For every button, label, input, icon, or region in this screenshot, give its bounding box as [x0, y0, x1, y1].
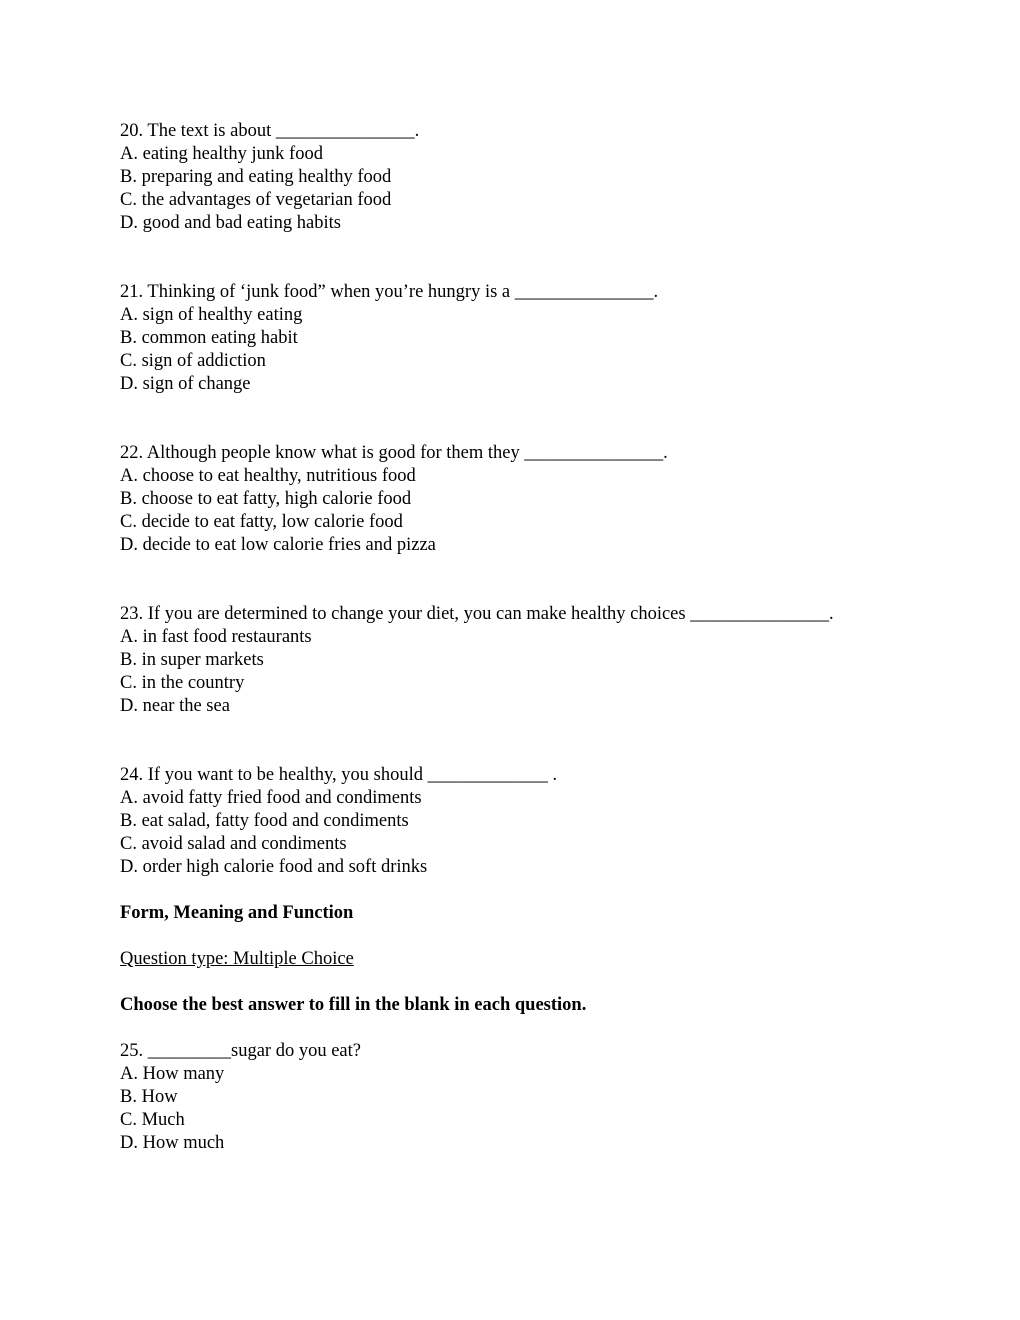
question-stem: 22. Although people know what is good for them they _______________.: [120, 443, 668, 463]
question-22: [120, 442, 920, 557]
spacer: [120, 235, 920, 281]
answer-option-c: C. avoid salad and condiments: [120, 834, 347, 854]
question-type-text: Question type: Multiple Choice: [120, 949, 354, 969]
spacer: [120, 1017, 920, 1040]
answer-option-b: B. choose to eat fatty, high calorie food: [120, 489, 412, 509]
answer-option-a: A. in fast food restaurants: [120, 627, 312, 647]
question-stem: 25. _________sugar do you eat?: [120, 1041, 361, 1061]
instruction-text: Choose the best answer to fill in the blank in each question.: [120, 995, 587, 1015]
document-page: [120, 120, 920, 1155]
spacer: [120, 557, 920, 603]
answer-option-a: A. choose to eat healthy, nutritious food: [120, 466, 416, 486]
spacer: [120, 718, 920, 764]
answer-option-a: A. avoid fatty fried food and condiments: [120, 788, 422, 808]
section-heading: Form, Meaning and Function: [120, 903, 354, 923]
answer-option-d: D. near the sea: [120, 696, 230, 716]
spacer: [120, 925, 920, 948]
answer-option-d: D. How much: [120, 1133, 225, 1153]
answer-option-c: C. the advantages of vegetarian food: [120, 190, 392, 210]
question-23: [120, 603, 920, 718]
answer-option-c: C. Much: [120, 1110, 185, 1130]
question-20: [120, 120, 920, 235]
question-21: [120, 281, 920, 396]
answer-option-d: D. sign of change: [120, 374, 251, 394]
answer-option-c: C. sign of addiction: [120, 351, 266, 371]
answer-option-b: B. How: [120, 1087, 178, 1107]
answer-option-b: B. preparing and eating healthy food: [120, 167, 392, 187]
question-stem: 23. If you are determined to change your diet, you can make healthy choices _______________.: [120, 604, 834, 624]
answer-option-a: A. How many: [120, 1064, 225, 1084]
question-stem: 24. If you want to be healthy, you should _____________ .: [120, 765, 558, 785]
answer-option-b: B. eat salad, fatty food and condiments: [120, 811, 409, 831]
question-type-label: [120, 948, 920, 971]
answer-option-d: D. order high calorie food and soft drinks: [120, 857, 428, 877]
spacer: [120, 879, 920, 902]
question-25: [120, 1040, 920, 1155]
spacer: [120, 396, 920, 442]
question-24: [120, 764, 920, 879]
answer-option-c: C. decide to eat fatty, low calorie food: [120, 512, 403, 532]
answer-option-b: B. in super markets: [120, 650, 264, 670]
answer-option-a: A. sign of healthy eating: [120, 305, 303, 325]
answer-option-d: D. decide to eat low calorie fries and pizza: [120, 535, 436, 555]
question-stem: 21. Thinking of ‘junk food” when you’re hungry is a _______________.: [120, 282, 659, 302]
question-stem: 20. The text is about _______________.: [120, 121, 420, 141]
answer-option-a: A. eating healthy junk food: [120, 144, 323, 164]
spacer: [120, 971, 920, 994]
answer-option-c: C. in the country: [120, 673, 245, 693]
answer-option-d: D. good and bad eating habits: [120, 213, 341, 233]
answer-option-b: B. common eating habit: [120, 328, 298, 348]
